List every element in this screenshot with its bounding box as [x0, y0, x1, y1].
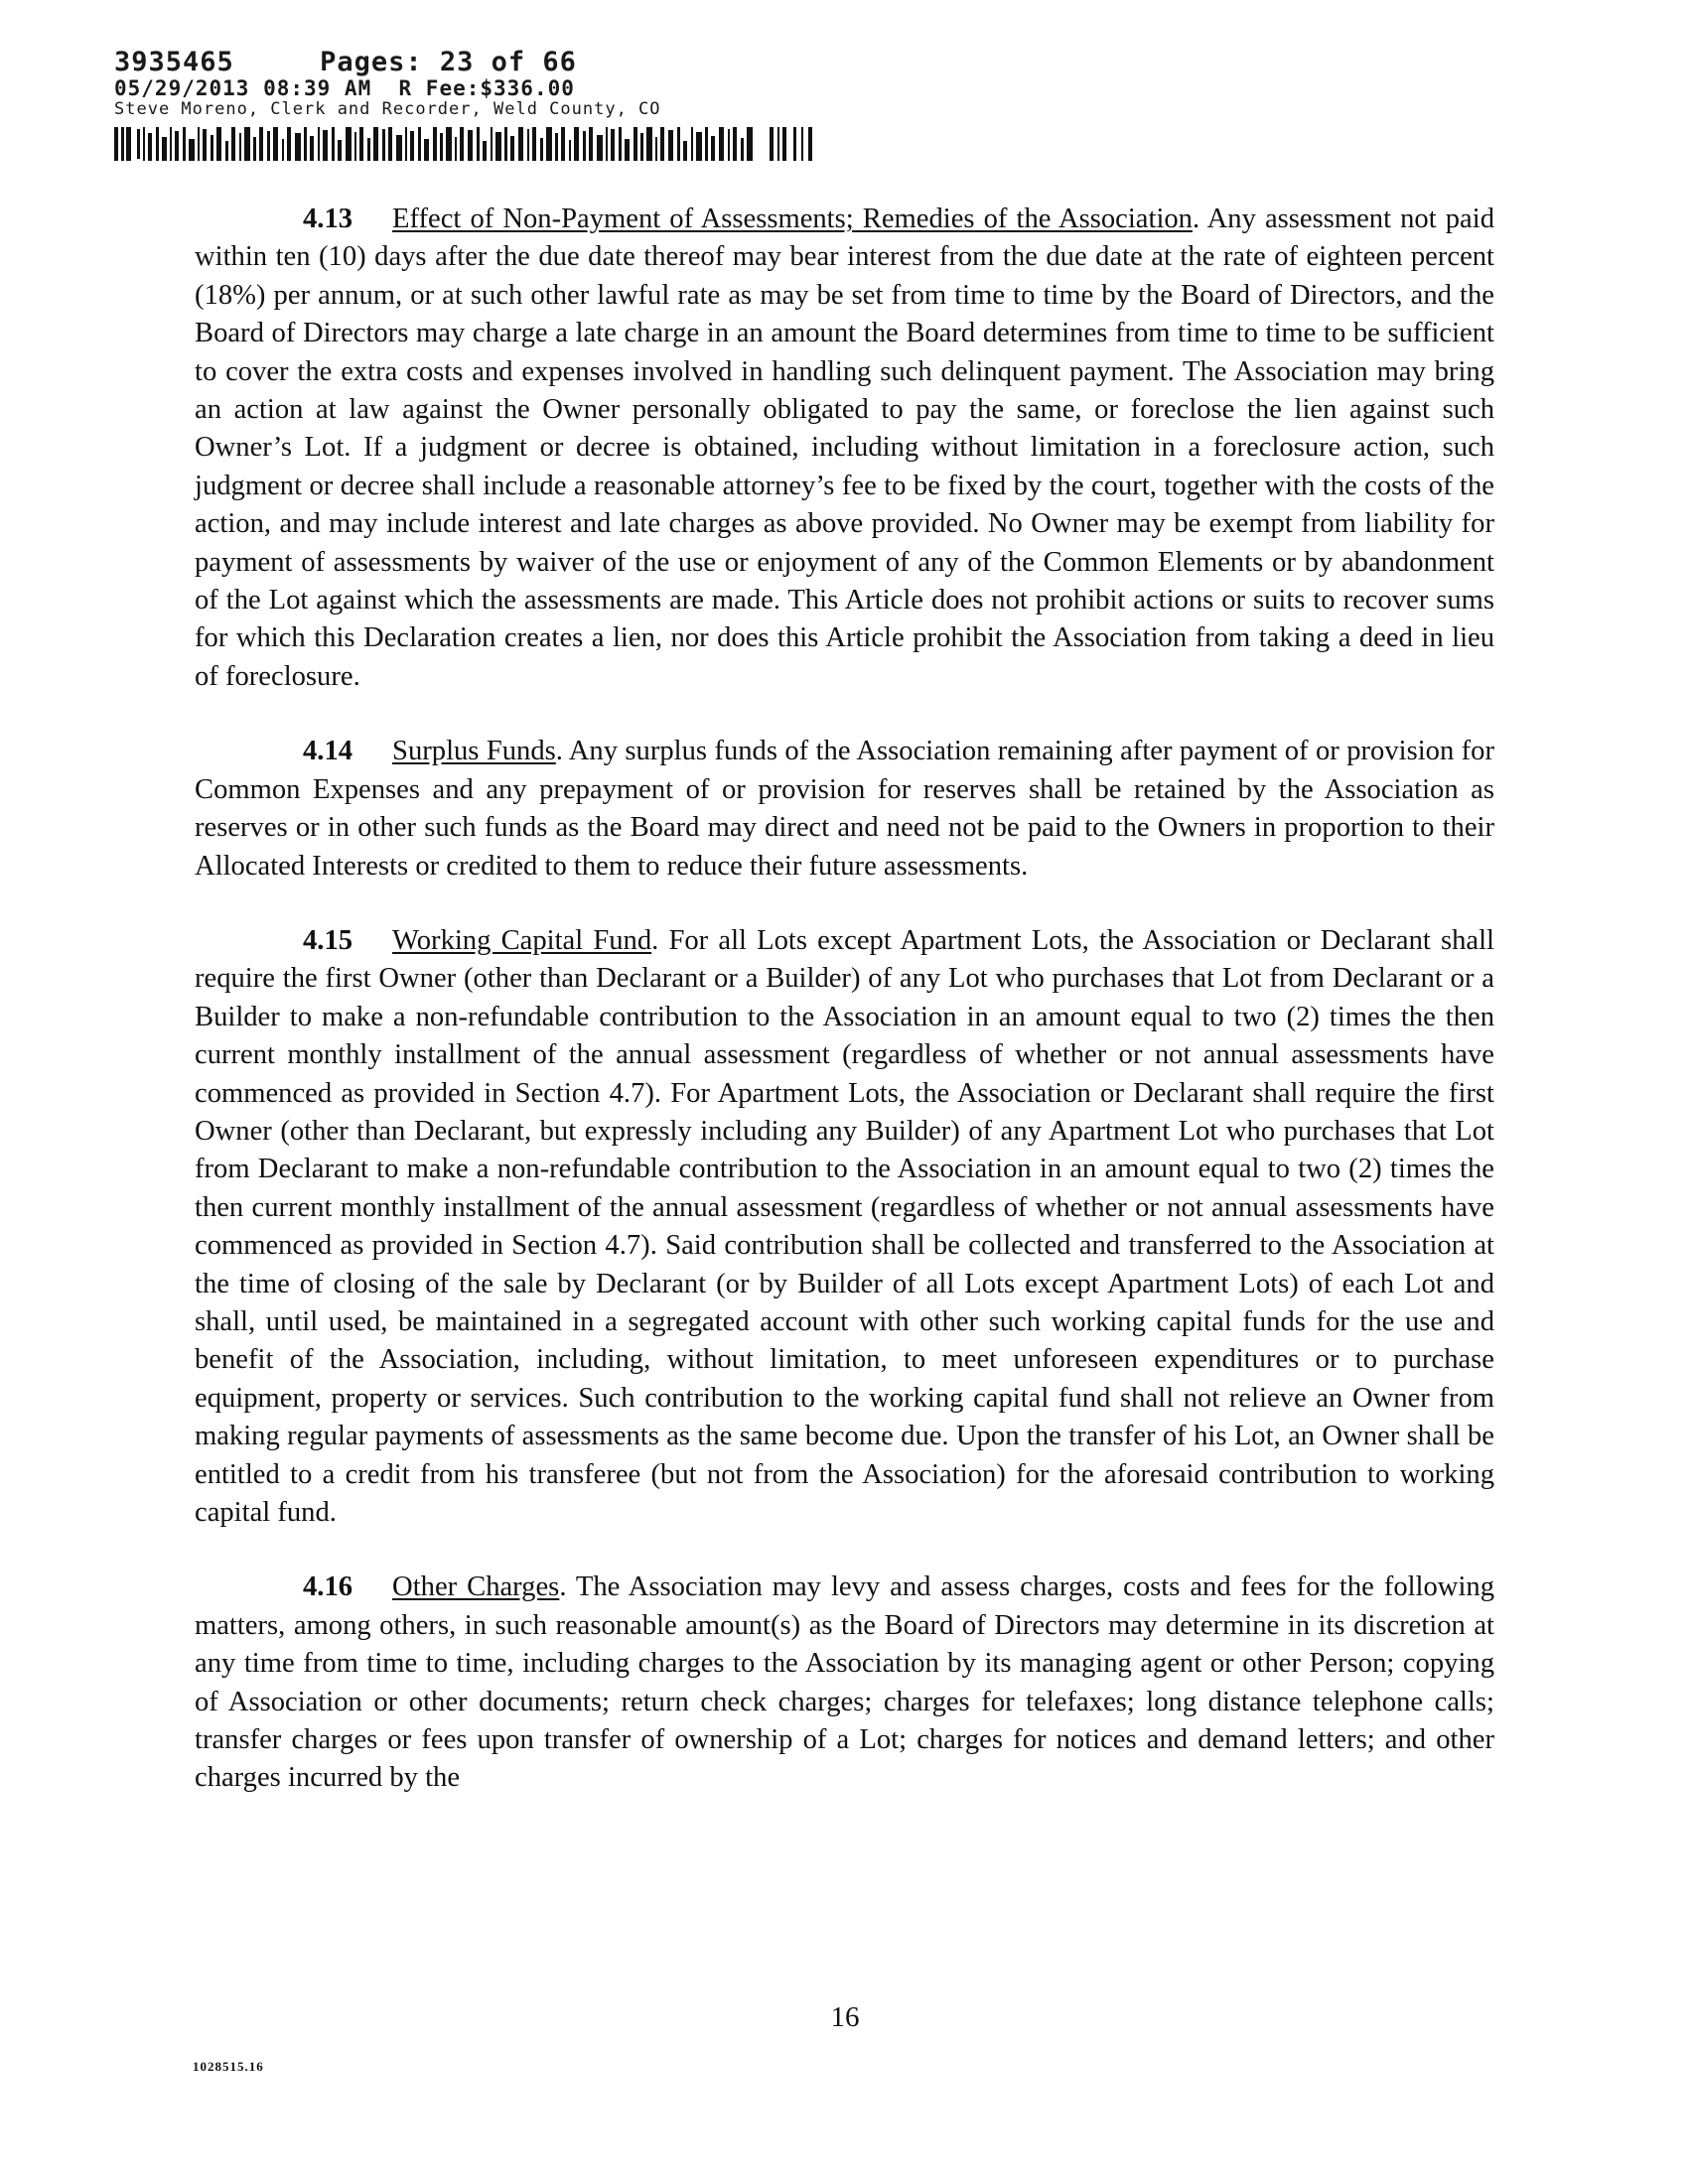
section-heading: Working Capital Fund [392, 924, 652, 956]
section-body: Any surplus funds of the Association remaining after payment of or provision for Common Expenses and any prepayment of or provision for reserves shall be retained by the Association as reserves or in other such funds as the Board may direct and need not be paid to the Owners in proportion to their Allocated Interests or credited to them to reduce their future assessments. [195, 736, 1494, 882]
document-code: 1028515.16 [193, 2059, 264, 2074]
section-body: For all Lots except Apartment Lots, the Association or Declarant shall require the first Owner (other than Declarant or a Builder) of any Lot who purchases that Lot from Declarant or a Builder to make a non-refundable contribution to the Association in an amount equal to two (2) times the then current monthly installment of the annual assessment (regardless of whether or not annual assessments have commenced as provided in Section 4.7). For Apartment Lots, the Association or Declarant shall require the first Owner (other than Declarant, but expressly including any Builder) of any Apartment Lot who purchases that Lot from Declarant to make a non-refundable contribution to the Association in an amount equal to two (2) times the then current monthly installment of the annual assessment (regardless of whether or not annual assessments have commenced as provided in Section 4.7). Said contribution shall be collected and transferred to the Association at the time of closing of the sale by Declarant (or by Builder of all Lots except Apartment Lots) of each Lot and shall, until used, be maintained in a segregated account with other such working capital funds for the use and benefit of the Association, including, without limitation, to meet unforeseen expenditures or to purchase equipment, property or services. Such contribution to the working capital fund shall not relieve an Owner from making regular payments of assessments as the same become due. Upon the transfer of his Lot, an Owner shall be entitled to a credit from his transferee (but not from the Association) for the aforesaid contribution to working capital fund. [195, 924, 1494, 1528]
recording-stamp [114, 48, 829, 119]
heading-period: . [651, 924, 659, 956]
section-4-13 [195, 201, 1494, 696]
pages-label: Pages: [320, 47, 423, 77]
section-heading: Other Charges [392, 1571, 560, 1603]
recorder-name: Steve Moreno, Clerk and Recorder, Weld County, CO [114, 99, 661, 119]
section-heading: Effect of Non-Payment of Assessments; Remedies of the Association [392, 204, 1193, 234]
section-body: The Association may levy and assess charges, costs and fees for the following matters, among others, in such reasonable amount(s) as the Board of Directors may determine in its discretion at any time from time to time, including charges to the Association by its managing agent or other Person; copying of Association or other documents; return check charges; charges for telefaxes; long distance telephone calls; transfer charges or fees upon transfer of ownership of a Lot; charges for notices and demand letters; and other charges incurred by the [195, 1571, 1494, 1794]
stamp-line-1 [114, 48, 829, 77]
reception-number: 3935465 [114, 47, 234, 77]
recording-fee: R Fee:$336.00 [398, 76, 575, 100]
section-4-14 [195, 733, 1494, 886]
section-heading: Surplus Funds [392, 736, 556, 767]
section-number: 4.15 [303, 924, 353, 956]
section-4-16 [195, 1569, 1494, 1797]
page-number: 16 [830, 2001, 860, 2033]
section-number: 4.13 [303, 204, 353, 234]
section-body: Any assessment not paid within ten (10) days after the due date thereof may bear interest from the due date at the rate of eighteen percent (18%) per annum, or at such other lawful rate as may be set from time to time by the Board of Directors, and the Board of Directors may charge a late charge in an amount the Board determines from time to time to be sufficient to cover the extra costs and expenses involved in handling such delinquent payment. The Association may bring an action at law against the Owner personally obligated to pay the same, or foreclose the lien against such Owner’s Lot. If a judgment or decree is obtained, including without limitation in a foreclosure action, such judgment or decree shall include a reasonable attorney’s fee to be fixed by the court, together with the costs of the action, and may include interest and late charges as above provided. No Owner may be exempt from liability for payment of assessments by waiver of the use or enjoyment of any of the Common Elements or by abandonment of the Lot against which the assessments are made. This Article does not prohibit actions or suits to recover sums for which this Declaration creates a lien, nor does this Article prohibit the Association from taking a deed in lieu of foreclosure. [195, 204, 1494, 692]
barcode-graphic [114, 127, 814, 161]
stamp-line-2 [114, 77, 829, 99]
section-4-15 [195, 922, 1494, 1533]
pages-value: 23 of 66 [439, 47, 577, 77]
recording-date-time: 05/29/2013 08:39 AM [114, 76, 372, 100]
heading-period: . [555, 736, 563, 767]
section-number: 4.16 [303, 1571, 353, 1603]
section-number: 4.14 [303, 736, 353, 767]
body-text [195, 201, 1494, 1835]
heading-period: . [1192, 204, 1200, 234]
heading-period: . [559, 1571, 567, 1603]
